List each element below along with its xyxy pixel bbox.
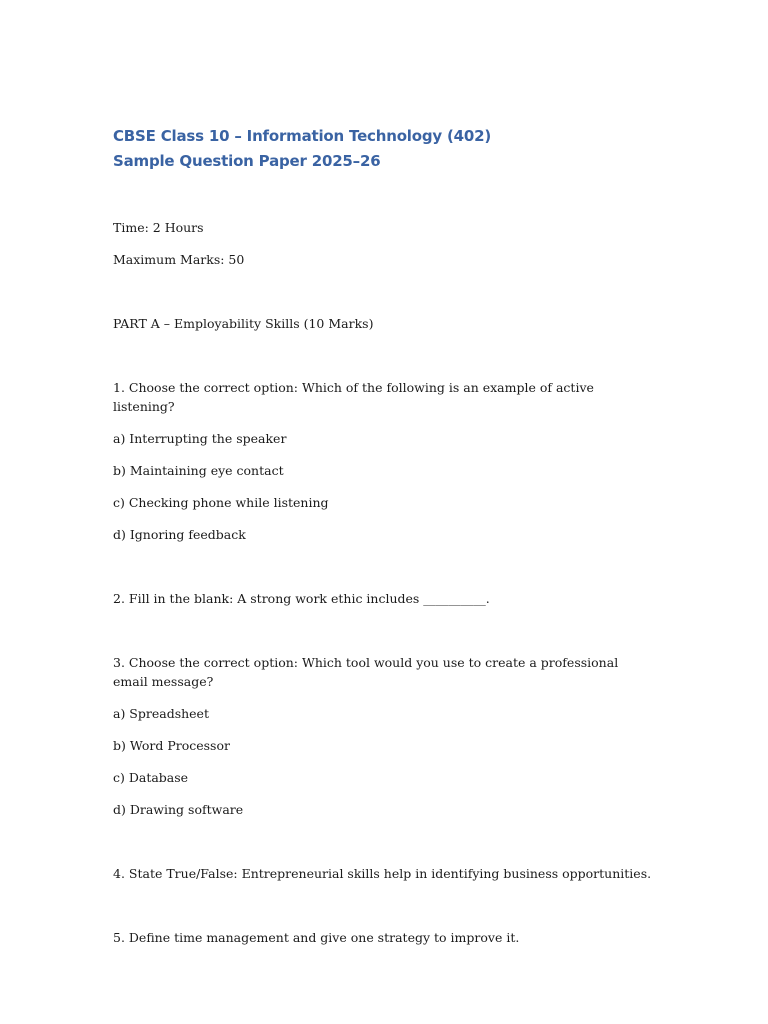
q1-option-c: c) Checking phone while listening xyxy=(113,495,329,510)
question-2: 2. Fill in the blank: A strong work ethic includes __________. xyxy=(113,591,490,606)
question-1: 1. Choose the correct option: Which of the following is an example of active listening? xyxy=(113,380,598,414)
part-a-heading: PART A – Employability Skills (10 Marks) xyxy=(113,316,374,331)
q3-option-a: a) Spreadsheet xyxy=(113,706,209,721)
document-title xyxy=(113,124,653,174)
q3-option-c: c) Database xyxy=(113,770,189,785)
max-marks-info: Maximum Marks: 50 xyxy=(113,252,245,267)
q1-option-d: d) Ignoring feedback xyxy=(113,527,246,542)
q3-option-d: d) Drawing software xyxy=(113,802,244,817)
question-3: 3. Choose the correct option: Which tool would you use to create a professional email message? xyxy=(113,655,623,689)
q3-option-b: b) Word Processor xyxy=(113,738,230,753)
document-page xyxy=(113,124,653,947)
time-info: Time: 2 Hours xyxy=(113,220,204,235)
question-4: 4. State True/False: Entrepreneurial skills help in identifying business opportunities. xyxy=(113,866,652,881)
q1-option-b: b) Maintaining eye contact xyxy=(113,463,284,478)
question-5: 5. Define time management and give one strategy to improve it. xyxy=(113,930,520,945)
title-line-2: Sample Question Paper 2025–26 xyxy=(113,152,381,170)
q1-option-a: a) Interrupting the speaker xyxy=(113,431,287,446)
title-line-1: CBSE Class 10 – Information Technology (402) xyxy=(113,127,492,145)
